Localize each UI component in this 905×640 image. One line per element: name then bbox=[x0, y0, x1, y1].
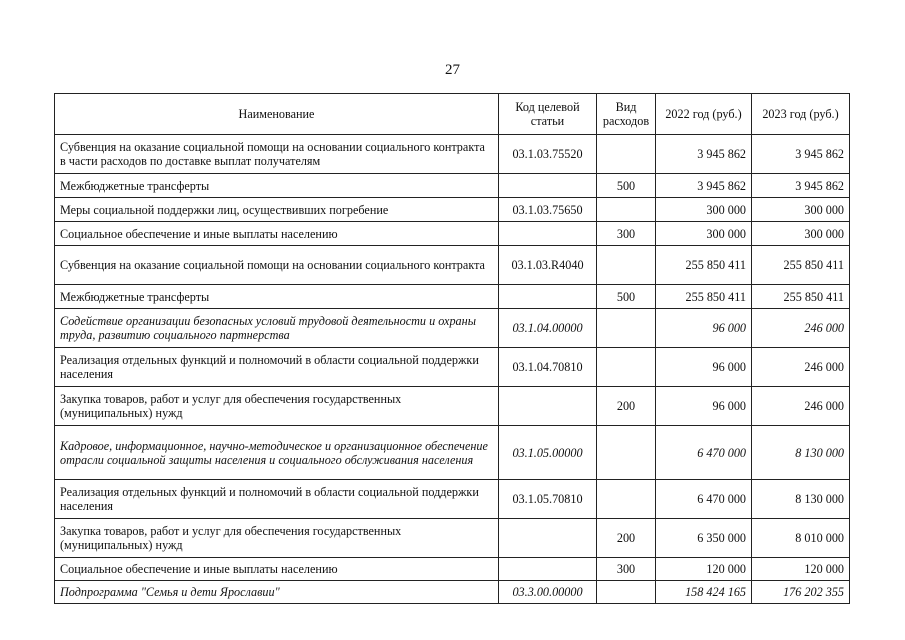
row-value-2022: 3 945 862 bbox=[656, 174, 752, 198]
row-type: 500 bbox=[597, 174, 656, 198]
header-code: Код целевой статьи bbox=[499, 94, 597, 135]
table-row bbox=[55, 309, 850, 348]
row-code: 03.1.05.00000 bbox=[499, 426, 597, 480]
row-code: 03.1.03.75650 bbox=[499, 198, 597, 222]
row-code bbox=[499, 222, 597, 246]
row-code bbox=[499, 519, 597, 558]
row-name: Межбюджетные трансферты bbox=[55, 285, 499, 309]
row-value-2022: 96 000 bbox=[656, 309, 752, 348]
budget-table bbox=[54, 93, 850, 604]
row-value-2023: 246 000 bbox=[752, 348, 850, 387]
row-name: Социальное обеспечение и иные выплаты населению bbox=[55, 558, 499, 581]
row-value-2023: 3 945 862 bbox=[752, 174, 850, 198]
row-value-2022: 6 350 000 bbox=[656, 519, 752, 558]
page-number: 27 bbox=[445, 62, 460, 78]
row-type bbox=[597, 480, 656, 519]
row-name: Подпрограмма "Семья и дети Ярославии" bbox=[55, 581, 499, 604]
row-value-2023: 176 202 355 bbox=[752, 581, 850, 604]
header-name: Наименование bbox=[55, 94, 499, 135]
row-value-2022: 6 470 000 bbox=[656, 480, 752, 519]
row-value-2022: 6 470 000 bbox=[656, 426, 752, 480]
row-value-2022: 255 850 411 bbox=[656, 246, 752, 285]
header-2022: 2022 год (руб.) bbox=[656, 94, 752, 135]
row-name: Социальное обеспечение и иные выплаты населению bbox=[55, 222, 499, 246]
row-name: Содействие организации безопасных условий трудовой деятельности и охраны труда, развитию социального партнерства bbox=[55, 309, 499, 348]
table-row bbox=[55, 198, 850, 222]
table-row bbox=[55, 426, 850, 480]
row-name: Субвенция на оказание социальной помощи на основании социального контракта в части расходов по доставке выплат получателям bbox=[55, 135, 499, 174]
row-value-2023: 8 010 000 bbox=[752, 519, 850, 558]
row-value-2023: 8 130 000 bbox=[752, 426, 850, 480]
row-value-2023: 255 850 411 bbox=[752, 285, 850, 309]
table-row bbox=[55, 285, 850, 309]
row-type bbox=[597, 246, 656, 285]
row-value-2022: 255 850 411 bbox=[656, 285, 752, 309]
table-row bbox=[55, 581, 850, 604]
row-name: Субвенция на оказание социальной помощи на основании социального контракта bbox=[55, 246, 499, 285]
row-value-2022: 300 000 bbox=[656, 198, 752, 222]
table-row bbox=[55, 135, 850, 174]
row-value-2023: 246 000 bbox=[752, 309, 850, 348]
row-value-2023: 8 130 000 bbox=[752, 480, 850, 519]
row-type: 300 bbox=[597, 558, 656, 581]
row-code: 03.3.00.00000 bbox=[499, 581, 597, 604]
table-row bbox=[55, 348, 850, 387]
row-type bbox=[597, 426, 656, 480]
row-name: Закупка товаров, работ и услуг для обеспечения государственных (муниципальных) нужд bbox=[55, 387, 499, 426]
row-value-2023: 300 000 bbox=[752, 222, 850, 246]
table-row bbox=[55, 480, 850, 519]
row-code bbox=[499, 174, 597, 198]
row-name: Реализация отдельных функций и полномочий в области социальной поддержки населения bbox=[55, 480, 499, 519]
row-type bbox=[597, 348, 656, 387]
row-value-2023: 300 000 bbox=[752, 198, 850, 222]
table-row bbox=[55, 222, 850, 246]
row-name: Межбюджетные трансферты bbox=[55, 174, 499, 198]
row-code: 03.1.04.00000 bbox=[499, 309, 597, 348]
header-type: Вид расходов bbox=[597, 94, 656, 135]
row-type: 500 bbox=[597, 285, 656, 309]
row-code bbox=[499, 387, 597, 426]
row-value-2022: 158 424 165 bbox=[656, 581, 752, 604]
row-name: Закупка товаров, работ и услуг для обеспечения государственных (муниципальных) нужд bbox=[55, 519, 499, 558]
row-name: Кадровое, информационное, научно-методическое и организационное обеспечение отрасли социальной защиты населения и социального обслуживания населения bbox=[55, 426, 499, 480]
row-type bbox=[597, 135, 656, 174]
row-value-2022: 96 000 bbox=[656, 348, 752, 387]
row-type: 200 bbox=[597, 387, 656, 426]
table-row bbox=[55, 174, 850, 198]
row-value-2023: 120 000 bbox=[752, 558, 850, 581]
row-code: 03.1.05.70810 bbox=[499, 480, 597, 519]
table-row bbox=[55, 387, 850, 426]
row-value-2023: 246 000 bbox=[752, 387, 850, 426]
row-value-2022: 3 945 862 bbox=[656, 135, 752, 174]
table-row bbox=[55, 519, 850, 558]
table-header-row bbox=[55, 94, 850, 135]
table-row bbox=[55, 558, 850, 581]
row-type bbox=[597, 309, 656, 348]
row-name: Меры социальной поддержки лиц, осуществивших погребение bbox=[55, 198, 499, 222]
row-type: 300 bbox=[597, 222, 656, 246]
row-code: 03.1.03.75520 bbox=[499, 135, 597, 174]
row-code: 03.1.03.R4040 bbox=[499, 246, 597, 285]
row-type bbox=[597, 198, 656, 222]
row-code: 03.1.04.70810 bbox=[499, 348, 597, 387]
row-value-2022: 300 000 bbox=[656, 222, 752, 246]
row-value-2023: 3 945 862 bbox=[752, 135, 850, 174]
row-code bbox=[499, 558, 597, 581]
table-row bbox=[55, 246, 850, 285]
row-type bbox=[597, 581, 656, 604]
row-value-2023: 255 850 411 bbox=[752, 246, 850, 285]
row-code bbox=[499, 285, 597, 309]
row-type: 200 bbox=[597, 519, 656, 558]
header-2023: 2023 год (руб.) bbox=[752, 94, 850, 135]
row-value-2022: 120 000 bbox=[656, 558, 752, 581]
row-value-2022: 96 000 bbox=[656, 387, 752, 426]
row-name: Реализация отдельных функций и полномочий в области социальной поддержки населения bbox=[55, 348, 499, 387]
